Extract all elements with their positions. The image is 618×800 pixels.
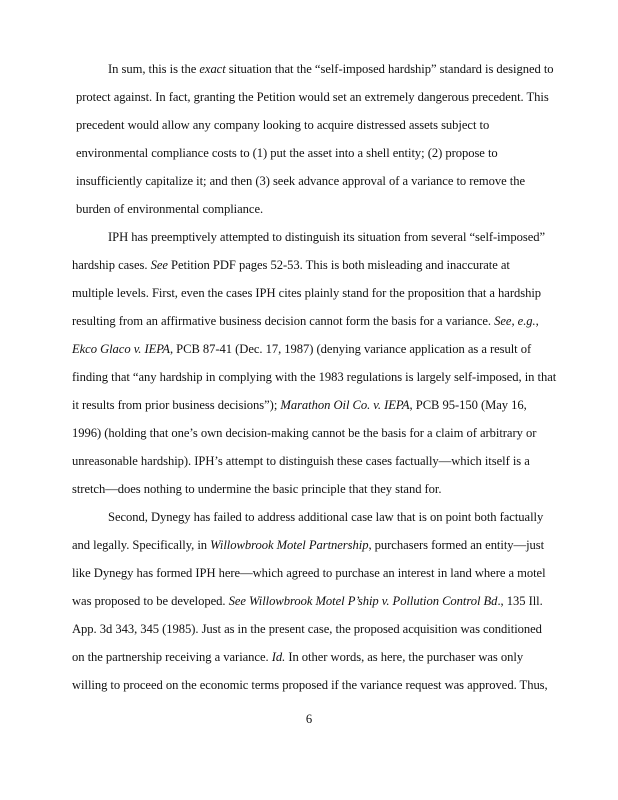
text-run: burden of environmental compliance. (76, 202, 264, 216)
text-line (72, 593, 592, 609)
text-run: hardship cases. (72, 258, 151, 272)
text-line (108, 509, 618, 525)
text-run: situation that the “self-imposed hardship” standard is designed to (225, 62, 554, 76)
text-run: In other words, as here, the purchaser was only (285, 650, 524, 664)
text-line (76, 145, 596, 161)
text-line (72, 285, 592, 301)
text-line (76, 117, 596, 133)
text-line (72, 565, 592, 581)
text-run: insufficiently capitalize it; and then (3) seek advance approval of a variance to remove the (76, 174, 526, 188)
text-run: on the partnership receiving a variance. (72, 650, 272, 664)
text-run: was proposed to be developed. (72, 594, 229, 608)
text-run: resulting from an affirmative business decision cannot form the basis for a variance. (72, 314, 495, 328)
text-run: IPH has preemptively attempted to distinguish its situation from several “self-imposed” (108, 230, 546, 244)
text-line (72, 537, 592, 553)
text-run: protect against. In fact, granting the Petition would set an extremely dangerous precedent. This (76, 90, 549, 104)
text-line (72, 257, 592, 273)
text-line (72, 649, 592, 665)
text-run: it results from prior business decisions”); (72, 398, 281, 412)
italic-text: Willowbrook Motel Partnership (210, 538, 369, 552)
text-line (76, 89, 596, 105)
text-line (76, 173, 596, 189)
text-line (72, 369, 592, 385)
italic-text: Marathon Oil Co. v. IEPA (280, 398, 410, 412)
text-run: and legally. Specifically, in (72, 538, 211, 552)
text-run: 1996) (holding that one’s own decision-making cannot be the basis for a claim of arbitrary or (72, 426, 537, 440)
text-run: Petition PDF pages 52-53. This is both misleading and inaccurate at (167, 258, 510, 272)
text-run: precedent would allow any company looking to acquire distressed assets subject to (76, 118, 490, 132)
text-run: like Dynegy has formed IPH here—which agreed to purchase an interest in land where a motel (72, 566, 546, 580)
text-line (72, 453, 592, 469)
italic-text: See (150, 258, 168, 272)
text-line (72, 313, 592, 329)
text-run: unreasonable hardship). IPH’s attempt to distinguish these cases factually—which itself is a (72, 454, 530, 468)
text-line (72, 677, 592, 693)
text-run: , purchasers formed an entity—just (368, 538, 545, 552)
text-line (72, 425, 592, 441)
italic-text: exact (199, 62, 226, 76)
text-line (72, 397, 592, 413)
text-run: ., 135 Ill. (497, 594, 543, 608)
text-run: stretch—does nothing to undermine the basic principle that they stand for. (72, 482, 442, 496)
text-run: finding that “any hardship in complying with the 1983 regulations is largely self-imposed, in that (72, 370, 557, 384)
text-run: willing to proceed on the economic terms proposed if the variance request was approved. Thus, (72, 678, 548, 692)
text-run: Second, Dynegy has failed to address additional case law that is on point both factually (108, 510, 544, 524)
text-line (108, 61, 618, 77)
page-number: 6 (305, 712, 313, 726)
text-run: In sum, this is the (108, 62, 200, 76)
italic-text: Ekco Glaco v. IEPA (72, 342, 170, 356)
text-line (108, 229, 618, 245)
text-run: environmental compliance costs to (1) put the asset into a shell entity; (2) propose to (76, 146, 498, 160)
text-run: , PCB 95-150 (May 16, (409, 398, 527, 412)
text-line (72, 621, 592, 637)
text-line (76, 201, 596, 217)
text-line (72, 481, 592, 497)
text-run: multiple levels. First, even the cases IPH cites plainly stand for the proposition that a hardship (72, 286, 542, 300)
italic-text: Id. (271, 650, 286, 664)
text-run: App. 3d 343, 345 (1985). Just as in the present case, the proposed acquisition was conditioned (72, 622, 542, 636)
italic-text: See, e.g., (494, 314, 539, 328)
text-line (72, 341, 592, 357)
italic-text: See Willowbrook Motel P’ship v. Pollution Control Bd (228, 594, 498, 608)
text-run: , PCB 87-41 (Dec. 17, 1987) (denying variance application as a result of (169, 342, 532, 356)
